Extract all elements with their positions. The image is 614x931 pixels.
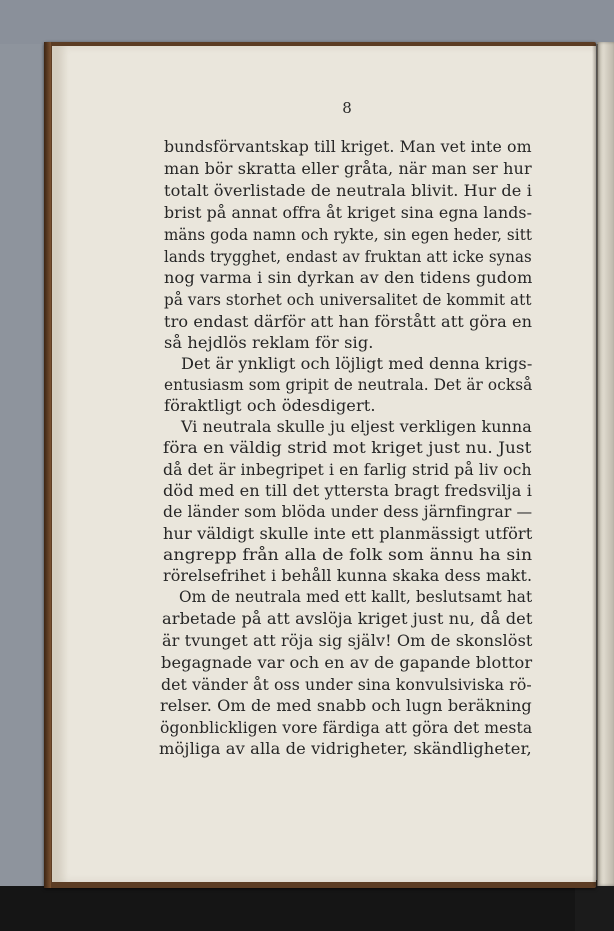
- text-line: nog varma i sin dyrkan av den tidens gudom: [164, 268, 533, 287]
- text-line: föraktligt och ödesdigert.: [164, 396, 376, 415]
- text-line: man bör skratta eller gråta, när man ser hur: [164, 159, 532, 178]
- text-line: relser. Om de med snabb och lugn beräkning: [160, 696, 532, 715]
- text-line: mäns goda namn och rykte, sin egen heder, sitt: [164, 225, 533, 244]
- text-line: är tvunget att röja sig själv! Om de skonslöst: [162, 631, 533, 650]
- text-line: Det är ynkligt och löjligt med denna krigs-: [181, 354, 533, 373]
- text-line: rörelsefrihet i behåll kunna skaka dess makt.: [163, 566, 533, 585]
- text-line: det vänder åt oss under sina konvulsiviska rö-: [161, 675, 532, 694]
- text-line: så hejdlös reklam för sig.: [164, 333, 374, 352]
- scan-background-bottom: [0, 886, 614, 931]
- facing-page-edge: [597, 42, 614, 886]
- book-cover-edge: [44, 42, 51, 888]
- text-line: död med en till det yttersta bragt fredsvilja i: [163, 481, 532, 500]
- text-line: totalt överlistade de neutrala blivit. Hur de i: [164, 181, 532, 200]
- text-line: tro endast därför att han förstått att göra en: [164, 312, 533, 331]
- text-line: ögonblickligen vore färdiga att göra det mesta: [160, 718, 533, 737]
- text-line: de länder som blöda under dess järnfingrar —: [163, 502, 533, 521]
- text-line: brist på annat offra åt kriget sina egna lands-: [164, 203, 533, 222]
- text-line: angrepp från alla de folk som ännu ha sin: [163, 545, 533, 564]
- page-gutter-shadow: [52, 46, 68, 882]
- text-line: då det är inbegripet i en farlig strid på liv och: [163, 460, 532, 479]
- page-number: 8: [342, 99, 352, 117]
- text-line: på vars storhet och universalitet de kommit att: [164, 290, 532, 309]
- text-line: möjliga av alla de vidrigheter, skändligheter,: [159, 739, 532, 758]
- page-binding-shadow: [592, 44, 598, 886]
- text-line: entusiasm som gripit de neutrala. Det är också: [164, 375, 533, 394]
- text-line: begagnade var och en av de gapande blottor: [161, 653, 533, 672]
- text-line: föra en väldig strid mot kriget just nu. Just: [163, 438, 532, 457]
- text-line: Vi neutrala skulle ju eljest verkligen kunna: [181, 417, 532, 436]
- text-line: hur väldigt skulle inte ett planmässigt utfört: [163, 524, 533, 543]
- text-line: Om de neutrala med ett kallt, beslutsamt hat: [179, 587, 533, 606]
- scan-background-top: [0, 0, 614, 44]
- text-line: lands trygghet, endast av fruktan att icke synas: [164, 247, 532, 266]
- text-line: arbetade på att avslöja kriget just nu, då det: [162, 609, 533, 628]
- text-line: bundsförvantskap till kriget. Man vet inte om: [164, 137, 532, 156]
